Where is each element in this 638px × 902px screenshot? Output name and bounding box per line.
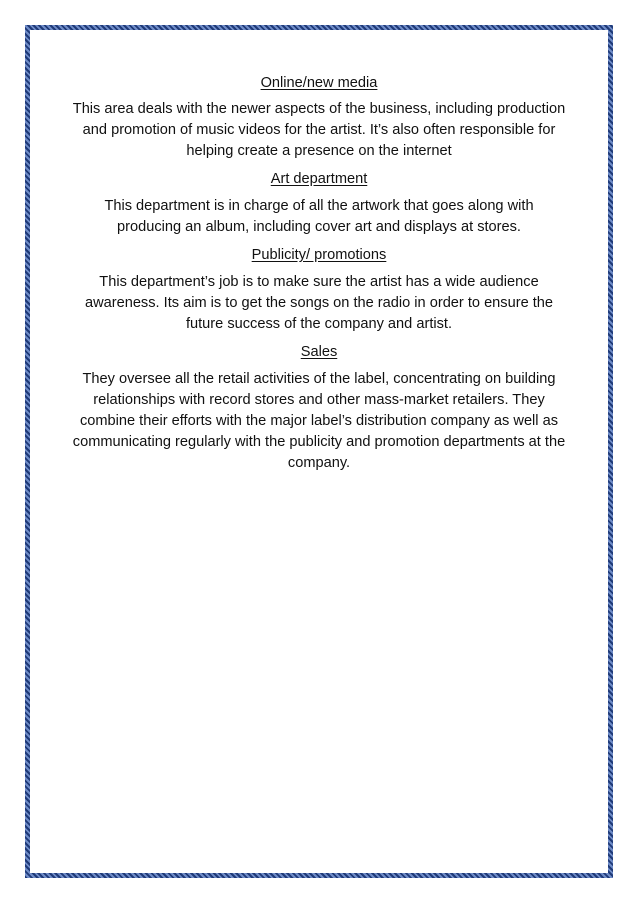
section-art-department bbox=[72, 169, 566, 238]
section-paragraph: This department is in charge of all the artwork that goes along with producing an album, including cover art and displays at stores. bbox=[104, 198, 534, 235]
section-online-new-media bbox=[72, 73, 566, 162]
section-paragraph: This area deals with the newer aspects of the business, including production and promotion of music videos for the artist. It’s also often responsible for helping create a presence on the internet bbox=[72, 101, 566, 159]
section-sales bbox=[72, 342, 566, 474]
section-paragraph: This department’s job is to make sure the artist has a wide audience awareness. Its aim is to get the songs on the radio in order to ensure the future success of the company and artist. bbox=[84, 274, 554, 332]
section-heading: Art department bbox=[270, 171, 368, 187]
section-heading: Publicity/ promotions bbox=[251, 247, 387, 263]
section-paragraph: They oversee all the retail activities of the label, concentrating on building relationships with record stores and other mass-market retailers. They combine their efforts with the major label’s distribution company as well as communicating regularly with the publicity and promotion departments at the company. bbox=[72, 371, 566, 471]
section-heading: Sales bbox=[300, 344, 338, 360]
section-heading: Online/new media bbox=[260, 75, 378, 91]
section-publicity-promotions bbox=[72, 245, 566, 335]
document-body bbox=[72, 73, 566, 481]
